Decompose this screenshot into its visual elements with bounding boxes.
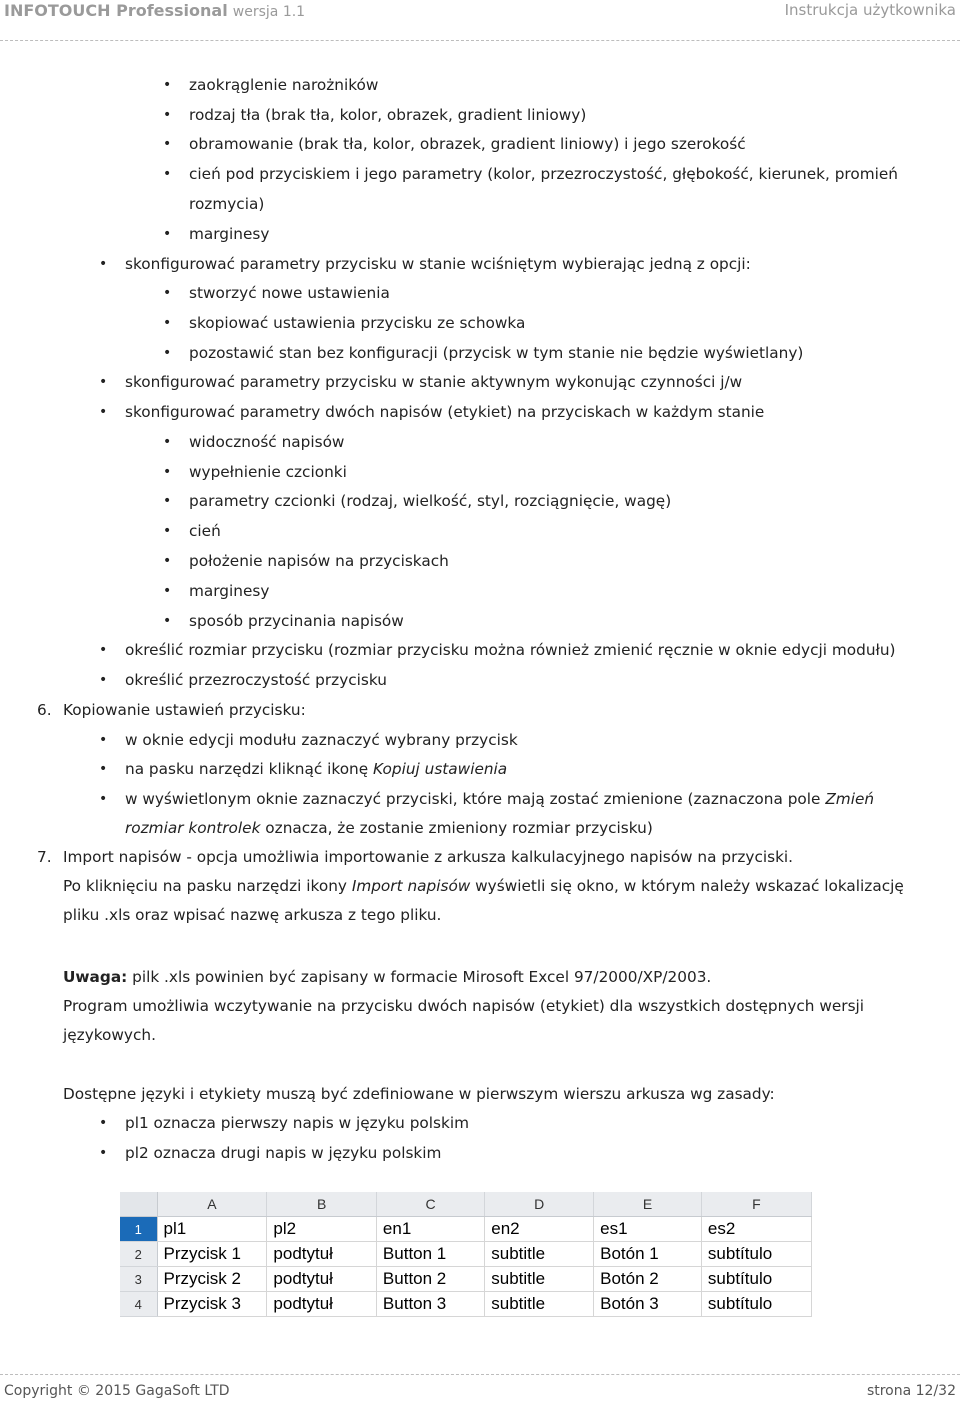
column-header: D [485, 1192, 594, 1217]
list-item: • sposób przycinania napisów [189, 611, 404, 631]
cell: podtytuł [267, 1292, 377, 1317]
list-item: • skonfigurować parametry dwóch napisów (etykiet) na przyciskach w każdym stanie [125, 402, 764, 422]
list-item: • widoczność napisów [189, 432, 344, 452]
footer-divider [0, 1374, 960, 1375]
cell: en1 [376, 1217, 484, 1242]
paragraph-line: Import napisów - opcja umożliwia importowanie z arkusza kalkulacyjnego napisów na przyciski. [63, 848, 794, 866]
copyright-text: Copyright © 2015 GagaSoft LTD [4, 1383, 230, 1399]
header-divider [0, 40, 960, 41]
table-row [120, 1217, 812, 1242]
list-item: • parametry czcionki (rodzaj, wielkość, styl, rozciągnięcie, wagę) [189, 491, 671, 511]
emphasis: Zmień [825, 790, 875, 808]
list-item: • marginesy [189, 581, 269, 601]
cell: Botón 1 [594, 1242, 702, 1267]
cell: Botón 3 [594, 1292, 702, 1317]
paragraph-line: językowych. [63, 1026, 156, 1044]
cell: es1 [594, 1217, 702, 1242]
cell: es2 [701, 1217, 811, 1242]
column-header-row [120, 1192, 812, 1217]
row-header: 2 [120, 1242, 157, 1267]
table-row [120, 1267, 812, 1292]
list-item: • na pasku narzędzi kliknąć ikonę Kopiuj ustawienia [125, 759, 507, 779]
header-title-block [4, 1, 305, 20]
cell: subtitle [485, 1267, 594, 1292]
paragraph-line: Dostępne języki i etykiety muszą być zdefiniowane w pierwszym wierszu arkusza wg zasady: [63, 1085, 775, 1103]
page-number: strona 12/32 [866, 1383, 956, 1399]
emphasis: Import napisów [351, 877, 471, 895]
page-header [0, 0, 960, 40]
list-item: • określić przezroczystość przycisku [125, 670, 387, 690]
row-header: 4 [120, 1292, 157, 1317]
spreadsheet-screenshot [120, 1192, 812, 1313]
cell: Przycisk 2 [157, 1267, 267, 1292]
cell: subtítulo [701, 1242, 811, 1267]
column-header: A [157, 1192, 267, 1217]
cell: podtytuł [267, 1267, 377, 1292]
list-item: • rodzaj tła (brak tła, kolor, obrazek, gradient liniowy) [189, 105, 586, 125]
document-name: Instrukcja użytkownika [784, 1, 956, 19]
spreadsheet-grid [120, 1192, 812, 1317]
list-item-continuation: rozmiar kontrolek oznacza, że zostanie zmieniony rozmiar przycisku) [125, 819, 653, 837]
cell: subtítulo [701, 1267, 811, 1292]
list-item: • pl1 oznacza pierwszy napis w języku polskim [125, 1113, 469, 1133]
cell: Botón 2 [594, 1267, 702, 1292]
list-item: • wypełnienie czcionki [189, 462, 347, 482]
section-number: 6. [37, 701, 52, 719]
list-item: • cień [189, 521, 221, 541]
column-header: E [594, 1192, 702, 1217]
cell: Button 1 [376, 1242, 484, 1267]
cell: Button 3 [376, 1292, 484, 1317]
cell: pl2 [267, 1217, 377, 1242]
emphasis: Kopiuj ustawienia [373, 760, 508, 778]
emphasis: rozmiar kontrolek [125, 819, 261, 837]
table-row [120, 1292, 812, 1317]
version-label: wersja 1.1 [232, 4, 306, 20]
list-item: • położenie napisów na przyciskach [189, 551, 449, 571]
cell: podtytuł [267, 1242, 377, 1267]
list-item: • zaokrąglenie narożników [189, 75, 378, 95]
section-number: 7. [37, 848, 52, 866]
list-item-continuation: rozmycia) [189, 195, 265, 213]
list-item: • cień pod przyciskiem i jego parametry (kolor, przezroczystość, głębokość, kierunek, promień [189, 164, 898, 184]
section-title: Kopiowanie ustawień przycisku: [63, 701, 306, 719]
product-title: INFOTOUCH Professional [4, 1, 228, 20]
column-header: F [701, 1192, 811, 1217]
list-item: • marginesy [189, 224, 269, 244]
cell: Przycisk 1 [157, 1242, 267, 1267]
list-item: • skonfigurować parametry przycisku w stanie wciśniętym wybierając jedną z opcji: [125, 254, 751, 274]
paragraph-line: pliku .xls oraz wpisać nazwę arkusza z tego pliku. [63, 906, 442, 924]
row-header: 3 [120, 1267, 157, 1292]
list-item: • w wyświetlonym oknie zaznaczyć przyciski, które mają zostać zmienione (zaznaczona pole Zmień [125, 789, 874, 809]
list-item: • określić rozmiar przycisku (rozmiar przycisku można również zmienić ręcznie w oknie edycji modułu) [125, 640, 896, 660]
list-item: • stworzyć nowe ustawienia [189, 283, 390, 303]
column-header: B [267, 1192, 377, 1217]
note: Uwaga: pilk .xls powinien być zapisany w formacie Mirosoft Excel 97/2000/XP/2003. [63, 968, 712, 986]
list-item: • obramowanie (brak tła, kolor, obrazek, gradient liniowy) i jego szerokość [189, 134, 746, 154]
note-label: Uwaga: [63, 968, 128, 986]
list-item: • pozostawić stan bez konfiguracji (przycisk w tym stanie nie będzie wyświetlany) [189, 343, 803, 363]
row-header: 1 [120, 1217, 157, 1242]
list-item: • pl2 oznacza drugi napis w języku polskim [125, 1143, 441, 1163]
corner-cell [120, 1192, 157, 1217]
paragraph-line: Po kliknięciu na pasku narzędzi ikony Import napisów wyświetli się okno, w którym należy wskazać lokalizację [63, 877, 904, 895]
cell: Button 2 [376, 1267, 484, 1292]
table-row [120, 1242, 812, 1267]
cell: subtítulo [701, 1292, 811, 1317]
list-item: • skonfigurować parametry przycisku w stanie aktywnym wykonując czynności j/w [125, 372, 742, 392]
cell: subtitle [485, 1242, 594, 1267]
list-item: • skopiować ustawienia przycisku ze schowka [189, 313, 525, 333]
cell: en2 [485, 1217, 594, 1242]
list-item: • w oknie edycji modułu zaznaczyć wybrany przycisk [125, 730, 518, 750]
cell: pl1 [157, 1217, 267, 1242]
cell: Przycisk 3 [157, 1292, 267, 1317]
column-header: C [376, 1192, 484, 1217]
paragraph-line: Program umożliwia wczytywanie na przycisku dwóch napisów (etykiet) dla wszystkich dostępnych wersji [63, 997, 865, 1015]
cell: subtitle [485, 1292, 594, 1317]
